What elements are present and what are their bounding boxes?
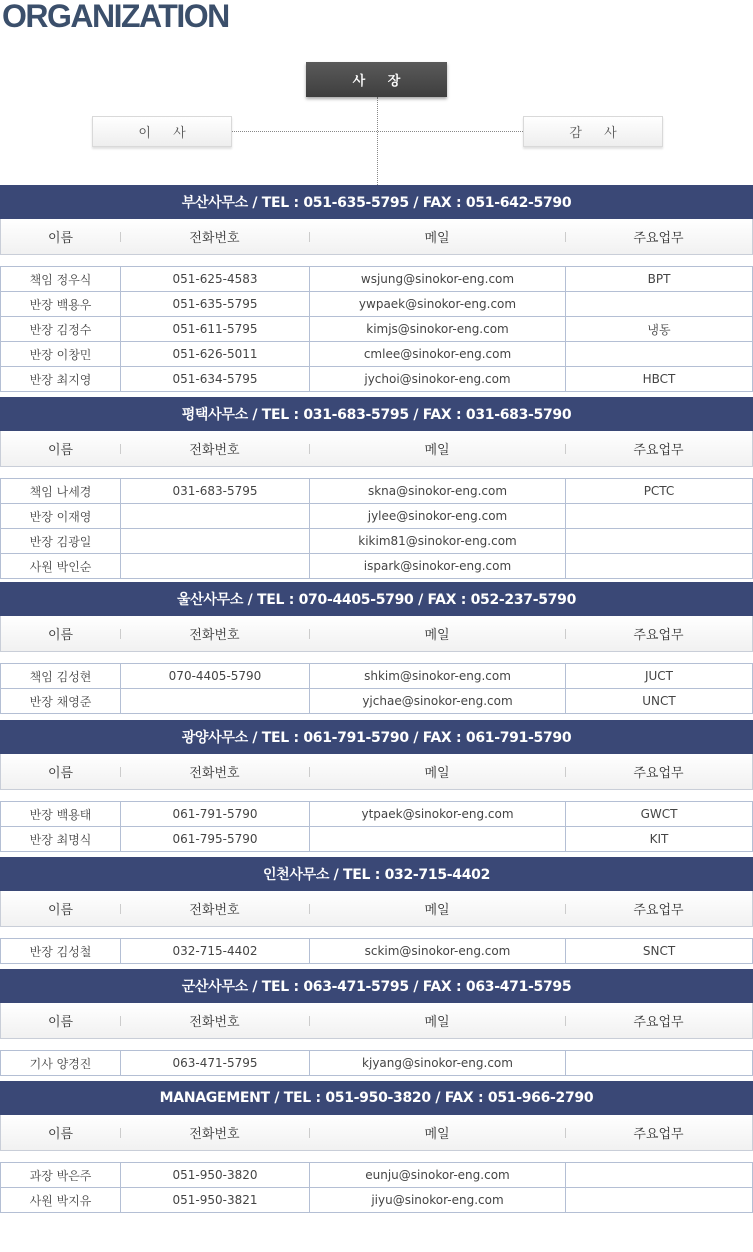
column-header-phone: 전화번호 [120, 754, 309, 789]
column-header-name: 이름 [47, 766, 74, 781]
table-spacer [0, 790, 753, 801]
column-header-duty: 주요업무 [565, 219, 752, 254]
table-row [0, 479, 753, 504]
cell-phone: 063-471-5795 [121, 1051, 310, 1075]
cell-duty: HBCT [566, 367, 753, 391]
cell-duty [566, 1051, 753, 1075]
table-spacer [0, 927, 753, 938]
org-director-box: 이 사 [92, 116, 232, 147]
cell-email: jiyu@sinokor-eng.com [310, 1188, 566, 1212]
column-header-phone: 전화번호 [120, 1115, 309, 1150]
table-header [0, 891, 753, 927]
column-header-name: 이름 [47, 231, 74, 246]
cell-phone: 032-715-4402 [121, 939, 310, 963]
org-connector-horizontal [232, 131, 523, 132]
cell-email [310, 827, 566, 851]
table-spacer [0, 1151, 753, 1162]
table-row [0, 827, 753, 852]
table-body [0, 663, 753, 714]
column-header-duty: 주요업무 [565, 1003, 752, 1038]
cell-duty [566, 1163, 753, 1187]
cell-duty [566, 554, 753, 578]
table-body [0, 1162, 753, 1213]
cell-duty [566, 529, 753, 553]
table-row [0, 317, 753, 342]
cell-duty: BPT [566, 267, 753, 291]
office-section [0, 720, 753, 852]
page-title: ORGANIZATION [2, 0, 229, 34]
cell-email: skna@sinokor-eng.com [310, 479, 566, 503]
org-ceo-box: 사 장 [306, 62, 447, 97]
table-row [0, 1051, 753, 1076]
table-row [0, 529, 753, 554]
cell-name: 반장 채영준 [1, 689, 121, 713]
table-header [0, 1115, 753, 1151]
office-title: 인천사무소 / TEL : 032-715-4402 [0, 857, 753, 891]
column-header-phone: 전화번호 [120, 431, 309, 466]
office-section [0, 397, 753, 579]
cell-email: kikim81@sinokor-eng.com [310, 529, 566, 553]
table-row [0, 292, 753, 317]
table-spacer [0, 652, 753, 663]
cell-name: 반장 이창민 [1, 342, 121, 366]
cell-email: ywpaek@sinokor-eng.com [310, 292, 566, 316]
office-section [0, 857, 753, 964]
cell-phone: 061-791-5790 [121, 802, 310, 826]
cell-duty: GWCT [566, 802, 753, 826]
cell-email: eunju@sinokor-eng.com [310, 1163, 566, 1187]
cell-phone: 051-950-3821 [121, 1188, 310, 1212]
office-section [0, 582, 753, 714]
cell-phone [121, 554, 310, 578]
column-header-phone: 전화번호 [120, 1003, 309, 1038]
column-header-email: 메일 [309, 616, 565, 651]
column-header-email: 메일 [309, 754, 565, 789]
cell-email: shkim@sinokor-eng.com [310, 664, 566, 688]
cell-duty: PCTC [566, 479, 753, 503]
office-title: 울산사무소 / TEL : 070-4405-5790 / FAX : 052-237-5790 [0, 582, 753, 616]
table-spacer [0, 255, 753, 266]
office-section [0, 185, 753, 392]
cell-email: ispark@sinokor-eng.com [310, 554, 566, 578]
table-body [0, 938, 753, 964]
table-row [0, 939, 753, 964]
cell-duty: SNCT [566, 939, 753, 963]
cell-name: 사원 박인순 [1, 554, 121, 578]
cell-email: yjchae@sinokor-eng.com [310, 689, 566, 713]
cell-duty [566, 342, 753, 366]
table-header [0, 219, 753, 255]
cell-email: ytpaek@sinokor-eng.com [310, 802, 566, 826]
cell-name: 기사 양경진 [1, 1051, 121, 1075]
cell-name: 과장 박은주 [1, 1163, 121, 1187]
column-header-name: 이름 [47, 903, 74, 918]
cell-email: sckim@sinokor-eng.com [310, 939, 566, 963]
column-header-duty: 주요업무 [565, 616, 752, 651]
org-connector-vertical [377, 97, 378, 185]
cell-name: 반장 백용우 [1, 292, 121, 316]
cell-duty [566, 1188, 753, 1212]
cell-name: 책임 정우식 [1, 267, 121, 291]
table-row [0, 664, 753, 689]
table-body [0, 266, 753, 392]
cell-name: 반장 김정수 [1, 317, 121, 341]
org-auditor-box: 감 사 [523, 116, 663, 147]
table-header [0, 616, 753, 652]
cell-phone [121, 529, 310, 553]
cell-email: cmlee@sinokor-eng.com [310, 342, 566, 366]
cell-duty: UNCT [566, 689, 753, 713]
cell-name: 반장 김광일 [1, 529, 121, 553]
cell-name: 반장 이재영 [1, 504, 121, 528]
table-spacer [0, 1039, 753, 1050]
office-title: MANAGEMENT / TEL : 051-950-3820 / FAX : 051-966-2790 [0, 1081, 753, 1115]
cell-email: kjyang@sinokor-eng.com [310, 1051, 566, 1075]
table-body [0, 478, 753, 579]
cell-phone: 051-626-5011 [121, 342, 310, 366]
column-header-email: 메일 [309, 219, 565, 254]
cell-name: 책임 나세경 [1, 479, 121, 503]
cell-duty: JUCT [566, 664, 753, 688]
column-header-name: 이름 [47, 443, 74, 458]
column-header-email: 메일 [309, 891, 565, 926]
cell-name: 반장 백용태 [1, 802, 121, 826]
cell-phone: 051-950-3820 [121, 1163, 310, 1187]
cell-duty [566, 292, 753, 316]
office-title: 부산사무소 / TEL : 051-635-5795 / FAX : 051-642-5790 [0, 185, 753, 219]
column-header-email: 메일 [309, 431, 565, 466]
table-row [0, 504, 753, 529]
column-header-duty: 주요업무 [565, 1115, 752, 1150]
cell-phone: 031-683-5795 [121, 479, 310, 503]
column-header-phone: 전화번호 [120, 616, 309, 651]
table-row [0, 802, 753, 827]
table-row [0, 267, 753, 292]
table-row [0, 342, 753, 367]
column-header-name: 이름 [47, 628, 74, 643]
cell-name: 책임 김성현 [1, 664, 121, 688]
cell-name: 반장 최명식 [1, 827, 121, 851]
column-header-name: 이름 [47, 1127, 74, 1142]
table-body [0, 801, 753, 852]
cell-name: 반장 김성철 [1, 939, 121, 963]
cell-phone [121, 689, 310, 713]
cell-phone: 061-795-5790 [121, 827, 310, 851]
column-header-duty: 주요업무 [565, 754, 752, 789]
column-header-name: 이름 [47, 1015, 74, 1030]
column-header-duty: 주요업무 [565, 431, 752, 466]
office-title: 군산사무소 / TEL : 063-471-5795 / FAX : 063-471-5795 [0, 969, 753, 1003]
table-row [0, 689, 753, 714]
cell-duty [566, 504, 753, 528]
cell-email: jylee@sinokor-eng.com [310, 504, 566, 528]
table-row [0, 554, 753, 579]
table-row [0, 367, 753, 392]
cell-phone: 051-611-5795 [121, 317, 310, 341]
cell-phone: 051-635-5795 [121, 292, 310, 316]
cell-phone [121, 504, 310, 528]
column-header-duty: 주요업무 [565, 891, 752, 926]
cell-phone: 070-4405-5790 [121, 664, 310, 688]
column-header-email: 메일 [309, 1003, 565, 1038]
cell-email: wsjung@sinokor-eng.com [310, 267, 566, 291]
column-header-phone: 전화번호 [120, 219, 309, 254]
cell-name: 사원 박지유 [1, 1188, 121, 1212]
office-title: 평택사무소 / TEL : 031-683-5795 / FAX : 031-683-5790 [0, 397, 753, 431]
cell-phone: 051-625-4583 [121, 267, 310, 291]
table-body [0, 1050, 753, 1076]
table-header [0, 754, 753, 790]
office-title: 광양사무소 / TEL : 061-791-5790 / FAX : 061-791-5790 [0, 720, 753, 754]
cell-duty: 냉동 [566, 317, 753, 341]
table-spacer [0, 467, 753, 478]
table-header [0, 1003, 753, 1039]
office-section [0, 1081, 753, 1213]
cell-name: 반장 최지영 [1, 367, 121, 391]
table-row [0, 1188, 753, 1213]
cell-phone: 051-634-5795 [121, 367, 310, 391]
cell-email: jychoi@sinokor-eng.com [310, 367, 566, 391]
column-header-email: 메일 [309, 1115, 565, 1150]
cell-email: kimjs@sinokor-eng.com [310, 317, 566, 341]
cell-duty: KIT [566, 827, 753, 851]
table-header [0, 431, 753, 467]
column-header-phone: 전화번호 [120, 891, 309, 926]
office-section [0, 969, 753, 1076]
table-row [0, 1163, 753, 1188]
